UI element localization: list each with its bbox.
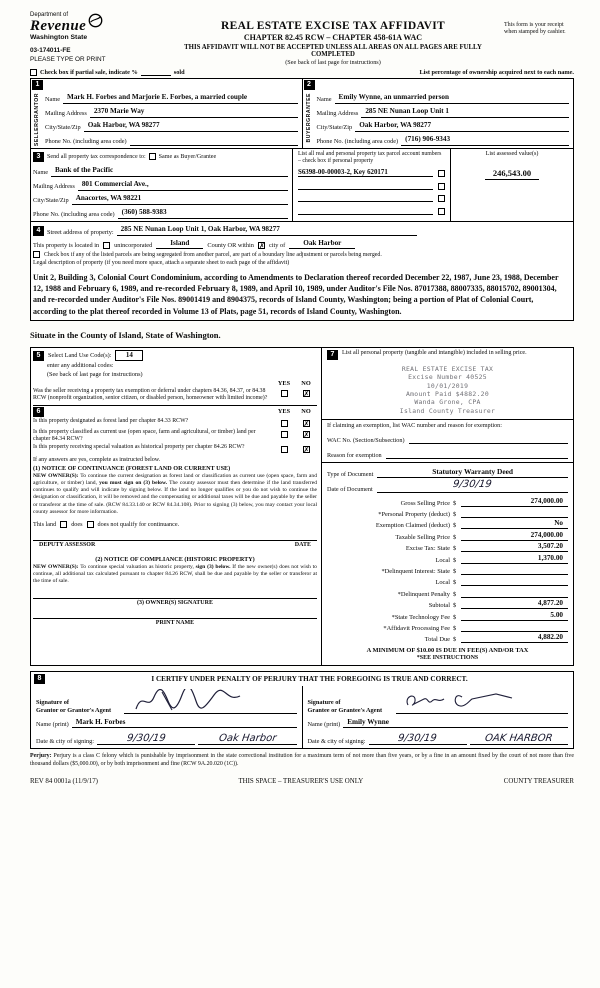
corr-citystatezip-value: Anacortes, WA 98221 [72,194,288,205]
reason-exemption-blank [386,451,568,459]
grantee-signing-city: OAK HARBOR [470,733,568,745]
current-use-question: Is this property classified as current use (open space, farm and agricultural, or timber) land per chapter 84.34 RCW? [33,428,256,442]
street-address-label: Street address of property: [47,229,114,236]
tax-correspondence-section [30,149,574,222]
unincorporated-label: unincorporated [114,242,153,249]
historic-property-question: Is this property receiving special valuation as historical property per chapter 84.26 RCW? [33,443,245,450]
parcel-personal-checkbox-4[interactable] [438,208,445,215]
use-and-tax-block [30,347,574,667]
money-row: Taxable Selling Price $ 274,000.00 [327,529,568,540]
grantor-date-city-label: Date & city of signing: [36,738,95,746]
dor-emblem-icon [88,13,103,28]
logo-revenue-text: Revenue [30,18,87,34]
dor-logo [30,12,162,41]
see-back-note: (See back of last page for instructions) [285,59,381,66]
exemption-deferral-question: Was the seller receiving a property tax exemption or deferral under chapters 84.36, 84.37, or 84.38 RCW (nonprofit organization, senior citizen, or disabled person, homeowner with limited income)? [33,387,268,401]
treasurer-stamp: REAL ESTATE EXCISE TAX Excise Number 40525 10/01/2019 Amount Paid $4882.20 Wanda Grone, CPA Island County Treasurer [399,364,496,415]
grantor-name-print-value: Mark H. Forbes [72,718,297,729]
section-5-badge: 5 [33,351,44,361]
notice-compliance-title: (2) NOTICE OF COMPLIANCE (HISTORIC PROPERTY) [95,556,255,564]
print-name-label: PRINT NAME [155,619,195,626]
personal-property-label: List all personal property (tangible and intangible) included in selling price. [342,349,527,356]
buyer-grantee-side-label: BUYERGRANTEE [305,93,312,143]
date-of-document-value: 9/30/19 [452,479,493,491]
parcel-personal-checkbox-2[interactable] [438,183,445,190]
county-treasurer-label: COUNTY TREASURER [503,777,574,785]
send-correspondence-label: Send all property tax correspondence to: [47,153,146,160]
seller-name-value: Mark H. Forbes and Marjorie E. Forbes, a married couple [63,93,297,104]
wac-number-blank [409,436,568,444]
land-use-code-value: 14 [115,350,143,361]
deputy-assessor-label: DEPUTY ASSESSOR [39,542,96,549]
if-yes-instruction: If any answers are yes, complete as instructed below. [33,456,161,463]
page-title: REAL ESTATE EXCISE TAX AFFIDAVIT [221,20,445,32]
buyer-grantee-box [303,79,574,148]
money-row: *Delinquent Interest: State $ [327,564,568,575]
current-use-yes-checkbox[interactable] [281,431,288,438]
forest-land-question: Is this property designated as forest land per chapter 84.33 RCW? [33,417,189,424]
form-header [30,12,574,66]
receipt-note: This form is your receipt when stamped by cashier. [504,22,566,36]
land-does-not-checkbox[interactable] [87,521,94,528]
grantor-signing-city: Oak Harbor [198,733,296,745]
grantor-signature-label: Signature of Grantor or Grantor's Agent [36,699,112,714]
seller-citystatezip-value: Oak Harbor, WA 98277 [84,121,298,132]
logo-dept-text: Department of [30,12,69,18]
segregated-checkbox[interactable] [33,251,40,258]
land-does-checkbox[interactable] [60,521,67,528]
buyer-mailing-value: 285 NE Nunan Loop Unit 1 [361,107,569,118]
parcel-numbers-header: List all real and personal property tax parcel account numbers – check box if personal property [298,151,442,164]
street-address-value: 285 NE Nunan Loop Unit 1, Oak Harbor, WA 98277 [117,225,417,236]
parcel-blank-2 [298,189,433,190]
city-checkbox[interactable]: ✗ [258,242,265,250]
land-use-code-label: Select Land Use Code(s): [48,352,112,360]
assessed-value-header: List assessed value(s) [485,151,539,157]
money-row: *Personal Property (deduct) $ [327,507,568,518]
see-instructions-note: *SEE INSTRUCTIONS [416,655,479,662]
money-row: Subtotal $ 4,877.20 [327,598,568,609]
corr-phone-value: (360) 588-9383 [118,208,288,219]
notice-continuance-text: NEW OWNER(S): To continue the current designation as forest land or classification as current use (open space, farm and agriculture, or timber) land, you must sign on (3) below. The county assessor must then determine if the land transferred continues to qualify and will indicate by signing below. If the land no longer qualifies or you do not wish to continue the designation or classification, it will be removed and the compensating or additional taxes will be due and payable by the seller or transferor at the time of sale. (RCW 84.33.140 or RCW 84.34.108). Prior to signing (3) below, you may contact your local county assessor for more information. [33,472,317,515]
s6-yes-no-header: YES NO [277,408,311,416]
corr-phone-label: Phone No. (including area code) [33,211,115,218]
legal-description-text: Unit 2, Building 3, Colonial Court Condominium, according to Amendments to Declaration thereof recorded December 22, 1987, June 23, 1988, December 12, 1988 and February 6, 1989, and re-recorded February 8, 1989, and April 10, 1989, under Auditor's File Nos. 87017388, 88007335, 88015702, 89001304, and re-recorded under Auditor's File Nos. 89001419 and 8904375, records of Island County, Washington; being a portion of Plat of Colonial Court, according to the plat thereof recorded in Volume 13 of Plats, page 51, records of Island County, Washington. [33,273,559,316]
money-row: Local $ 1,370.00 [327,552,568,563]
property-location-section [30,222,574,321]
s5-see-back-note: (See back of last page for instructions) [47,370,143,378]
corr-citystatezip-label: City/State/Zip [33,197,69,204]
same-as-buyer-label: Same as Buyer/Grantee [158,153,217,160]
partial-sale-checkbox[interactable] [30,69,37,76]
grantee-name-print-label: Name (print) [307,721,341,729]
parcel-personal-checkbox-1[interactable] [438,170,445,177]
owner-signature-label: (3) OWNER(S) SIGNATURE [137,599,213,606]
legal-description-label: Legal description of property (if you need more space, attach a separate sheet to each page of the affidavit) [33,260,290,266]
buyer-mailing-label: Mailing Address [316,110,359,117]
seller-phone-label: Phone No. (including area code) [45,138,127,145]
grantee-date-city-label: Date & city of signing: [307,738,366,746]
certification-section [30,671,574,749]
date-of-document-label: Date of Document [327,486,373,494]
grantor-signature-area [124,688,297,714]
section-8-badge: 8 [34,674,45,684]
historic-no-checkbox[interactable]: ✗ [303,445,310,454]
partial-sale-row [30,69,574,76]
section-7-badge: 7 [327,350,338,360]
section-6-badge: 6 [33,407,44,417]
seller-grantor-side-label: SELLERGRANTOR [34,93,41,147]
chapter-subtitle: CHAPTER 82.45 RCW – CHAPTER 458-61A WAC [243,33,423,42]
money-row: Gross Selling Price $ 274,000.00 [327,495,568,506]
grantee-signature-area [396,688,569,714]
corr-name-label: Name [33,169,49,176]
continuance-qualify-row: This land does does not qualify for continuance. [33,521,180,529]
partial-sale-percent-blank [141,69,171,76]
buyer-name-label: Name [316,96,332,103]
ownership-percentage-note: List percentage of ownership acquired next to each name. [419,69,574,76]
money-row: Excise Tax: State $ 3,507.20 [327,541,568,552]
grantor-signing-date: 9/30/19 [97,733,195,745]
notice-continuance-title: (1) NOTICE OF CONTINUANCE (FOREST LAND OR CURRENT USE) [33,464,231,472]
current-use-no-checkbox[interactable]: ✗ [303,430,310,439]
seller-mailing-value: 2370 Marie Way [90,107,298,118]
partial-sale-label: Check box if partial sale, indicate % [40,69,138,76]
grantee-signature-label: Signature of Grantee or Grantee's Agent [307,699,383,714]
deputy-date-label: DATE [294,542,311,549]
type-of-document-label: Type of Document [327,471,374,479]
form-code: 03-174011-FE [30,47,71,54]
corr-mailing-value: 801 Commercial Ave., [78,180,288,191]
buyer-citystatezip-label: City/State/Zip [316,124,353,131]
money-row: Local $ [327,575,568,586]
perjury-certification-statement: I CERTIFY UNDER PENALTY OF PERJURY THAT THE FOREGOING IS TRUE AND CORRECT. [151,675,468,684]
logo-state-text: Washington State [30,34,88,41]
exemption-claim-label: If claiming an exemption, list WAC number and reason for exemption: [327,422,502,430]
s5-no-checkbox[interactable]: ✗ [303,389,310,398]
buyer-phone-value: (716) 906-9343 [401,135,569,146]
situate-line: Situate in the County of Island, State of Washington. [30,329,221,340]
forest-yes-checkbox[interactable] [281,420,288,427]
unincorporated-checkbox[interactable] [103,242,110,249]
money-row: *Affidavit Processing Fee $ [327,621,568,632]
notice-compliance-text: NEW OWNER(S): To continue special valuation as historic property, sign (3) below. If the new owner(s) does not wish to continue, all additional tax calculated pursuant to chapter 84.26 RCW, shall be due and payable by the seller or transferor at the time of sale. [33,564,317,585]
corr-name-value: Bank of the Pacific [51,166,288,177]
please-type-label: PLEASE TYPE OR PRINT [30,56,106,63]
money-row: *Delinquent Penalty $ [327,586,568,597]
money-row: *State Technology Fee $ 5.00 [327,609,568,620]
section-3-badge: 3 [33,152,44,162]
reason-exemption-label: Reason for exemption [327,452,382,460]
wac-number-label: WAC No. (Section/Subsection) [327,437,405,445]
parcel-personal-checkbox-3[interactable] [438,195,445,202]
located-in-label: This property is located in [33,242,100,249]
form-footer [30,778,574,785]
parcel-blank-4 [298,214,433,215]
seller-grantor-box [31,79,303,148]
sold-label: sold [173,69,185,76]
buyer-citystatezip-value: Oak Harbor, WA 98277 [355,121,569,132]
minimum-fee-note: A MINIMUM OF $10.00 IS DUE IN FEE(S) AND/OR TAX [366,647,529,655]
excise-tax-section [322,348,573,666]
city-value: Oak Harbor [289,239,355,249]
parties-section [30,78,574,149]
section-1-badge: 1 [32,80,43,90]
rev-number: REV 84 0001a (11/9/17) [30,777,98,785]
money-row: Total Due $ 4,882.20 [327,632,568,643]
city-of-label: city of [268,242,286,249]
seller-name-label: Name [45,96,61,103]
s5-yes-no-header: YES NO [277,379,311,387]
buyer-name-value: Emily Wynne, an unmarried person [335,93,569,104]
money-row: Exemption Claimed (deduct) $ No [327,518,568,529]
section-4-badge: 4 [33,226,44,236]
grantor-signature-ink [128,689,248,713]
county-or-within-label: County OR within [207,242,254,249]
grantee-name-print-value: Emily Wynne [343,718,568,729]
corr-mailing-label: Mailing Address [33,183,75,190]
county-value: Island [156,239,203,249]
seller-phone-value [130,144,298,146]
perjury-statement: Perjury: Perjury is a class C felony which is punishable by imprisonment in the state correctional institution for a maximum term of not more than five years, or by a fine in an amount fixed by the court of not more than five thousand dollars ($5,000.00), or by both imprisonment and fine (RCW 9A.20.020 (1C)). [30,753,574,767]
seller-citystatezip-label: City/State/Zip [45,124,81,131]
seller-mailing-label: Mailing Address [45,110,87,117]
s5-yes-checkbox[interactable] [281,390,288,397]
grantee-signing-date: 9/30/19 [369,733,467,745]
grantee-signature-ink [400,689,520,713]
buyer-phone-label: Phone No. (including area code) [316,138,399,145]
forest-no-checkbox[interactable]: ✗ [303,419,310,428]
additional-codes-label: enter any additional codes: [47,361,114,369]
grantor-name-print-label: Name (print) [36,721,69,729]
same-as-buyer-checkbox[interactable] [149,153,156,160]
historic-yes-checkbox[interactable] [281,446,288,453]
excise-tax-table [327,495,568,643]
parcel-number-value: S6398-00-00003-2, Key 620171 [298,169,433,177]
segregated-label: Check box if any of the listed parcels are being segregated from another parcel, are part of a boundary line adjustment or parcels being merged. [44,251,382,258]
section-2-badge: 2 [304,80,315,90]
parcel-blank-3 [298,201,433,202]
assessed-value: 246,543.00 [485,168,539,180]
completion-warning: THIS AFFIDAVIT WILL NOT BE ACCEPTED UNLESS ALL AREAS ON ALL PAGES ARE FULLY COMPLETED [184,44,482,58]
treasurer-space-label: THIS SPACE – TREASURER'S USE ONLY [238,777,364,785]
type-of-document-value: Statutory Warranty Deed [377,467,568,478]
